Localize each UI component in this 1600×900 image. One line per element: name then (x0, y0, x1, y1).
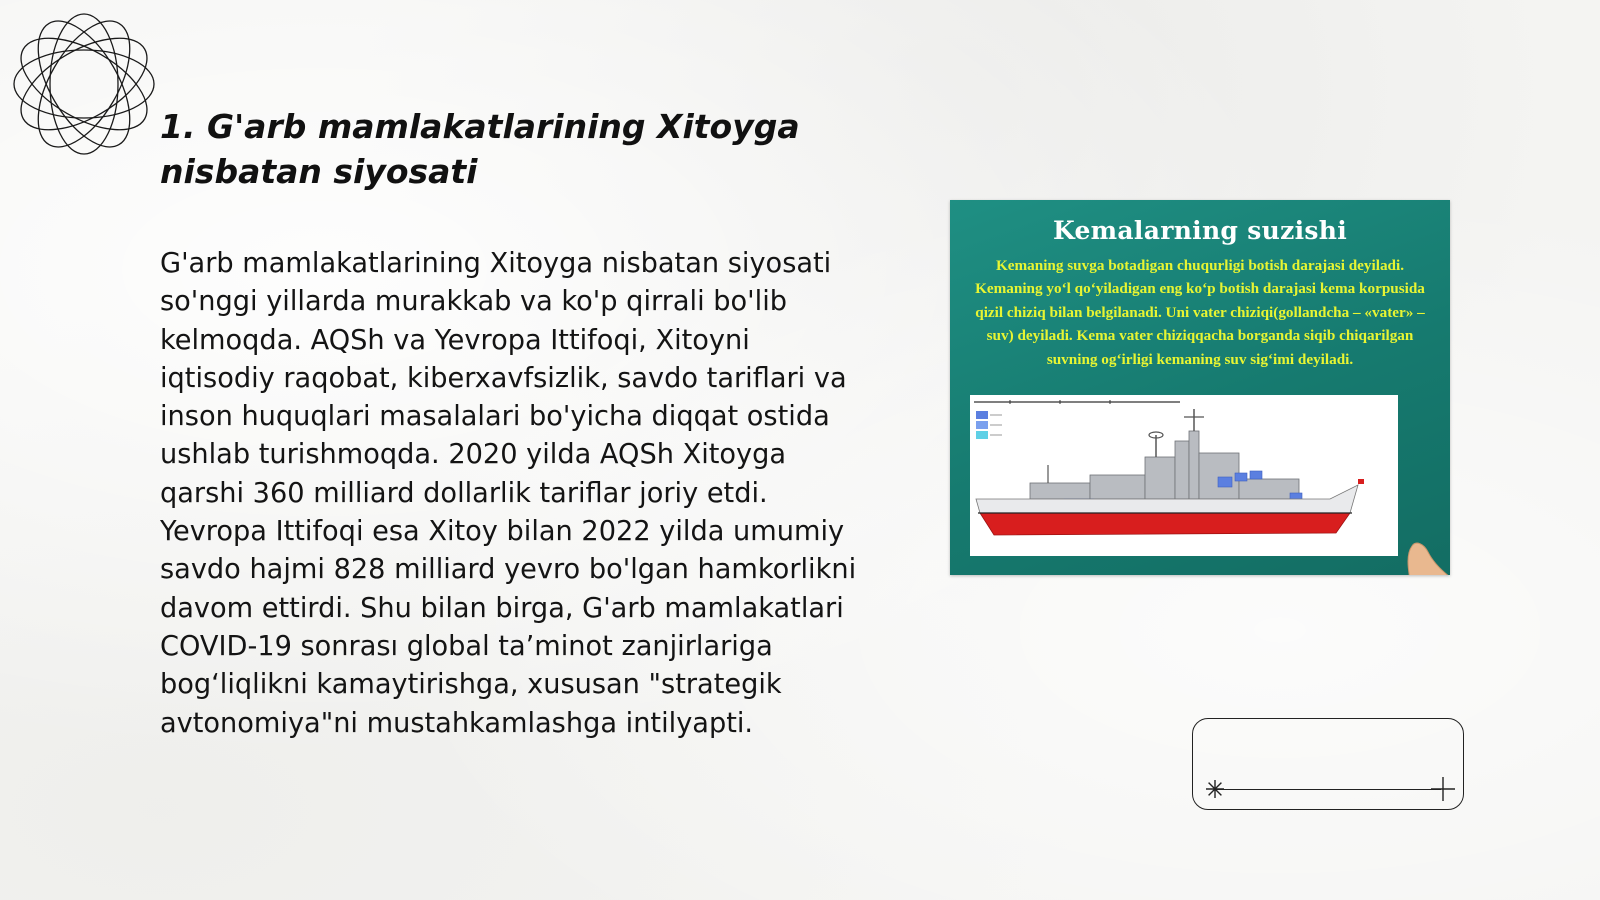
crosshair-plus-icon (1431, 777, 1455, 801)
slide-body-text: G'arb mamlakatlarining Xitoyga nisbatan siyosati so'nggi yillarda murakkab va ko'p qirrali bo'lib kelmoqda. AQSh va Yevropa Ittifoqi, Xitoyni iqtisodiy raqobat, kiberxavfsizlik, savdo tariflari va inson huquqlari masalalari bo'yicha diqqat ostida ushlab turishmoqda. 2020 yilda AQSh Xitoyga qarshi 360 milliard dollarlik tariflar joriy etdi. Yevropa Ittifoqi esa Xitoy bilan 2022 yilda umumiy savdo hajmi 828 milliard yevro bo'lgan hamkorlikni davom ettirdi. Shu bilan birga, G'arb mamlakatlari COVID-19 sonrası global ta’minot zanjirlariga bog‘liqlikni kamaytirishga, xususan "strategik avtonomiya"ni mustahkamlashga intilyapti. (160, 248, 857, 739)
warship-illustration (970, 395, 1398, 556)
decorative-line (1215, 789, 1441, 790)
sparkle-icon (1205, 779, 1225, 799)
ship-buoyancy-image (950, 200, 1450, 575)
orbit-rings-icon (10, 10, 158, 158)
ship-diagram-panel (970, 395, 1398, 556)
embedded-image-text: Kemaning suvga botadigan chuqurligi botish darajasi deyiladi. Kemaning yo‘l qo‘yiladigan eng ko‘p botish darajasi kema korpusida qizil chiziq bilan belgilanadi. Uni vater chiziqi(gollandcha – «vater» – suv) deyiladi. Kema vater chiziqqacha borganda siqib chiqarilgan suvning og‘irligi kemaning suv sig‘imi deyiladi. (975, 257, 1425, 368)
decorative-frame (1192, 718, 1464, 810)
embedded-image-title: Kemalarning suzishi (1052, 216, 1348, 245)
slide-title: 1. G'arb mamlakatlarining Xitoyga nisbatan siyosati (160, 107, 800, 191)
pointing-hand-icon (1402, 520, 1450, 575)
